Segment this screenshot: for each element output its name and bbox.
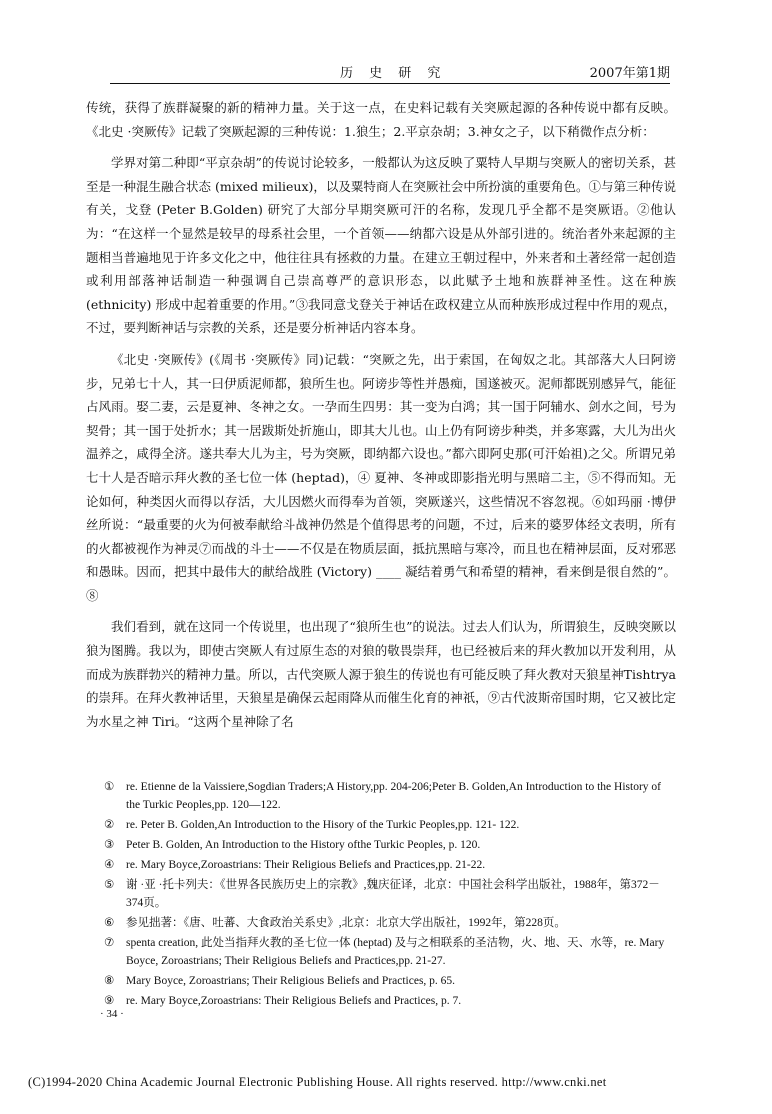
footnote-mark: ⑦ — [104, 937, 115, 949]
footnote-text: spenta creation, 此处当指拜火教的圣七位一体 (heptad) 及与之相联系的圣洁物，火、地、天、水等，re. Mary Boyce, Zoroastrians; Their Religious Beliefs and Practices,pp. 21-27. — [126, 937, 665, 967]
footnote-mark: ① — [104, 781, 115, 793]
footnote-text: Peter B. Golden, An Introduction to the History ofthe Turkic Peoples, p. 120. — [126, 839, 481, 851]
footnote — [104, 836, 674, 854]
article-body — [86, 96, 676, 733]
footnote-text: re. Etienne de la Vaissiere,Sogdian Traders;A History,pp. 204-206;Peter B. Golden,An Introduction to the History of the Turkic Peoples,pp. 120—122. — [126, 781, 661, 811]
footnote-text: re. Peter B. Golden,An Introduction to the Hisory of the Turkic Peoples,pp. 121- 122. — [126, 819, 520, 831]
paragraph: 我们看到，就在这同一个传说里，也出现了“狼所生也”的说法。过去人们认为，所谓狼生，反映突厥以狼为图腾。我以为，即使古突厥人有过原生态的对狼的敬畏崇拜，也已经被后来的拜火教加以开发利用，从而成为族群勃兴的精神力量。所以，古代突厥人源于狼生的传说也有可能反映了拜火教对天狼星神Tishtrya的崇拜。在拜火教神话里，天狼星是确保云起雨降从而催生化育的神祇，⑨古代波斯帝国时期，它又被比定为水星之神 Tiri。“这两个星神除了名 — [86, 619, 676, 729]
footnote-text: re. Mary Boyce,Zoroastrians: Their Religious Beliefs and Practices, p. 7. — [126, 995, 462, 1007]
footnote-mark: ⑨ — [104, 995, 115, 1007]
footnote-mark: ② — [104, 819, 115, 831]
footnote-mark: ⑧ — [104, 975, 115, 987]
footnote — [104, 876, 674, 912]
footnote-mark: ③ — [104, 839, 115, 851]
header-rule — [110, 83, 670, 84]
issue-label: 2007年第1期 — [589, 66, 670, 81]
copyright-notice: (C)1994-2020 China Academic Journal Electronic Publishing House. All rights reserved. http://www.cnki.net — [28, 1075, 607, 1089]
footnote — [104, 816, 674, 834]
footnote — [104, 778, 674, 814]
paragraph: 《北史 ·突厥传》(《周书 ·突厥传》同)记载：“突厥之先，出于索国，在匈奴之北。其部落大人曰阿谤步，兄弟七十人，其一曰伊质泥师都，狼所生也。阿谤步等性并愚痴，国遂被灭。泥师都既别感异气，能征占风雨。娶二妻，云是夏神、冬神之女。一孕而生四男：其一变为白鸿；其一国于阿辅水、剑水之间，号为契骨；其一国于处折水；其一居跋斯处折施山，即其大儿也。山上仍有阿谤步种类，并多寒露，大儿为出火温养之，咸得全济。遂共奉大儿为主，号为突厥，即纳都六设也。”都六即阿史那(可汗始祖)之父。所谓兄弟七十人是否暗示拜火教的圣七位一体 (heptad)，④ 夏神、冬神或即影指光明与黑暗二主，⑤不得而知。无论如何，种类因火而得以存活，大儿因燃火而得奉为首领，突厥遂兴，这些情况不容忽视。⑥如玛丽 ·博伊丝所说：“最重要的火为何被奉献给斗战神仍然是个值得思考的问题，不过，后来的婆罗体经文表明，所有的火都被视作为神灵⑦而战的斗士——不仅是在物质层面，抵抗黑暗与寒冷，而且也在精神层面，反对邪恶和愚昧。因而，把其中最伟大的献给战胜 (Victory) ____ 凝结着勇气和希望的精神，看来倒是很自然的”。⑧ — [86, 351, 676, 603]
journal-title: 历 史 研 究 — [340, 66, 447, 81]
footnote-text: re. Mary Boyce,Zoroastrians: Their Religious Beliefs and Practices,pp. 21-22. — [126, 859, 486, 871]
footnote — [104, 972, 674, 990]
footnotes — [104, 778, 674, 1012]
paragraph: 传统，获得了族群凝聚的新的精神力量。关于这一点，在史料记载有关突厥起源的各种传说中都有反映。《北史 ·突厥传》记载了突厥起源的三种传说：1.狼生；2.平京杂胡；3.神女之子，以下稍微作点分析： — [86, 100, 676, 139]
footnote — [104, 856, 674, 874]
footnote — [104, 914, 674, 932]
page-header — [110, 62, 670, 84]
footnote-text: Mary Boyce, Zoroastrians; Their Religious Beliefs and Practices, p. 65. — [126, 975, 456, 987]
page-number: · 34 · — [100, 1008, 124, 1020]
footnote — [104, 992, 674, 1010]
footnote-mark: ④ — [104, 859, 115, 871]
footnote-mark: ⑥ — [104, 917, 115, 929]
footnote — [104, 934, 674, 970]
footnote-text: 谢 ·亚 ·托卡列夫：《世界各民族历史上的宗教》,魏庆征译，北京：中国社会科学出版社，1988年，第372－374页。 — [126, 879, 660, 909]
paragraph: 学界对第二种即“平京杂胡”的传说讨论较多，一般都认为这反映了粟特人早期与突厥人的密切关系，甚至是一种混生融合状态 (mixed milieux)，以及粟特商人在突厥社会中所扮演的重要角色。①与第三种传说有关，戈登 (Peter B.Golden) 研究了大部分早期突厥可汗的名称，发现几乎全都不是突厥语。②他认为：“在这样一个显然是较早的母系社会里，一个首领——纳都六设是从外部引进的。统治者外来起源的主题相当普遍地见于许多文化之中，他往往具有拯救的力量。在建立王朝过程中，外来者和土著经常一起创造或利用部落神话制造一种强调自己崇高尊严的意识形态，以此赋予土地和族群神圣性。这在种族 (ethnicity) 形成中起着重要的作用。”③我同意戈登关于神话在政权建立从而种族形成过程中作用的观点，不过，要判断神话与宗教的关系，还是要分析神话内容本身。 — [86, 155, 676, 336]
footnote-mark: ⑤ — [104, 879, 115, 891]
footnote-text: 参见拙著：《唐、吐蕃、大食政治关系史》,北京：北京大学出版社，1992年，第228页。 — [126, 917, 566, 929]
